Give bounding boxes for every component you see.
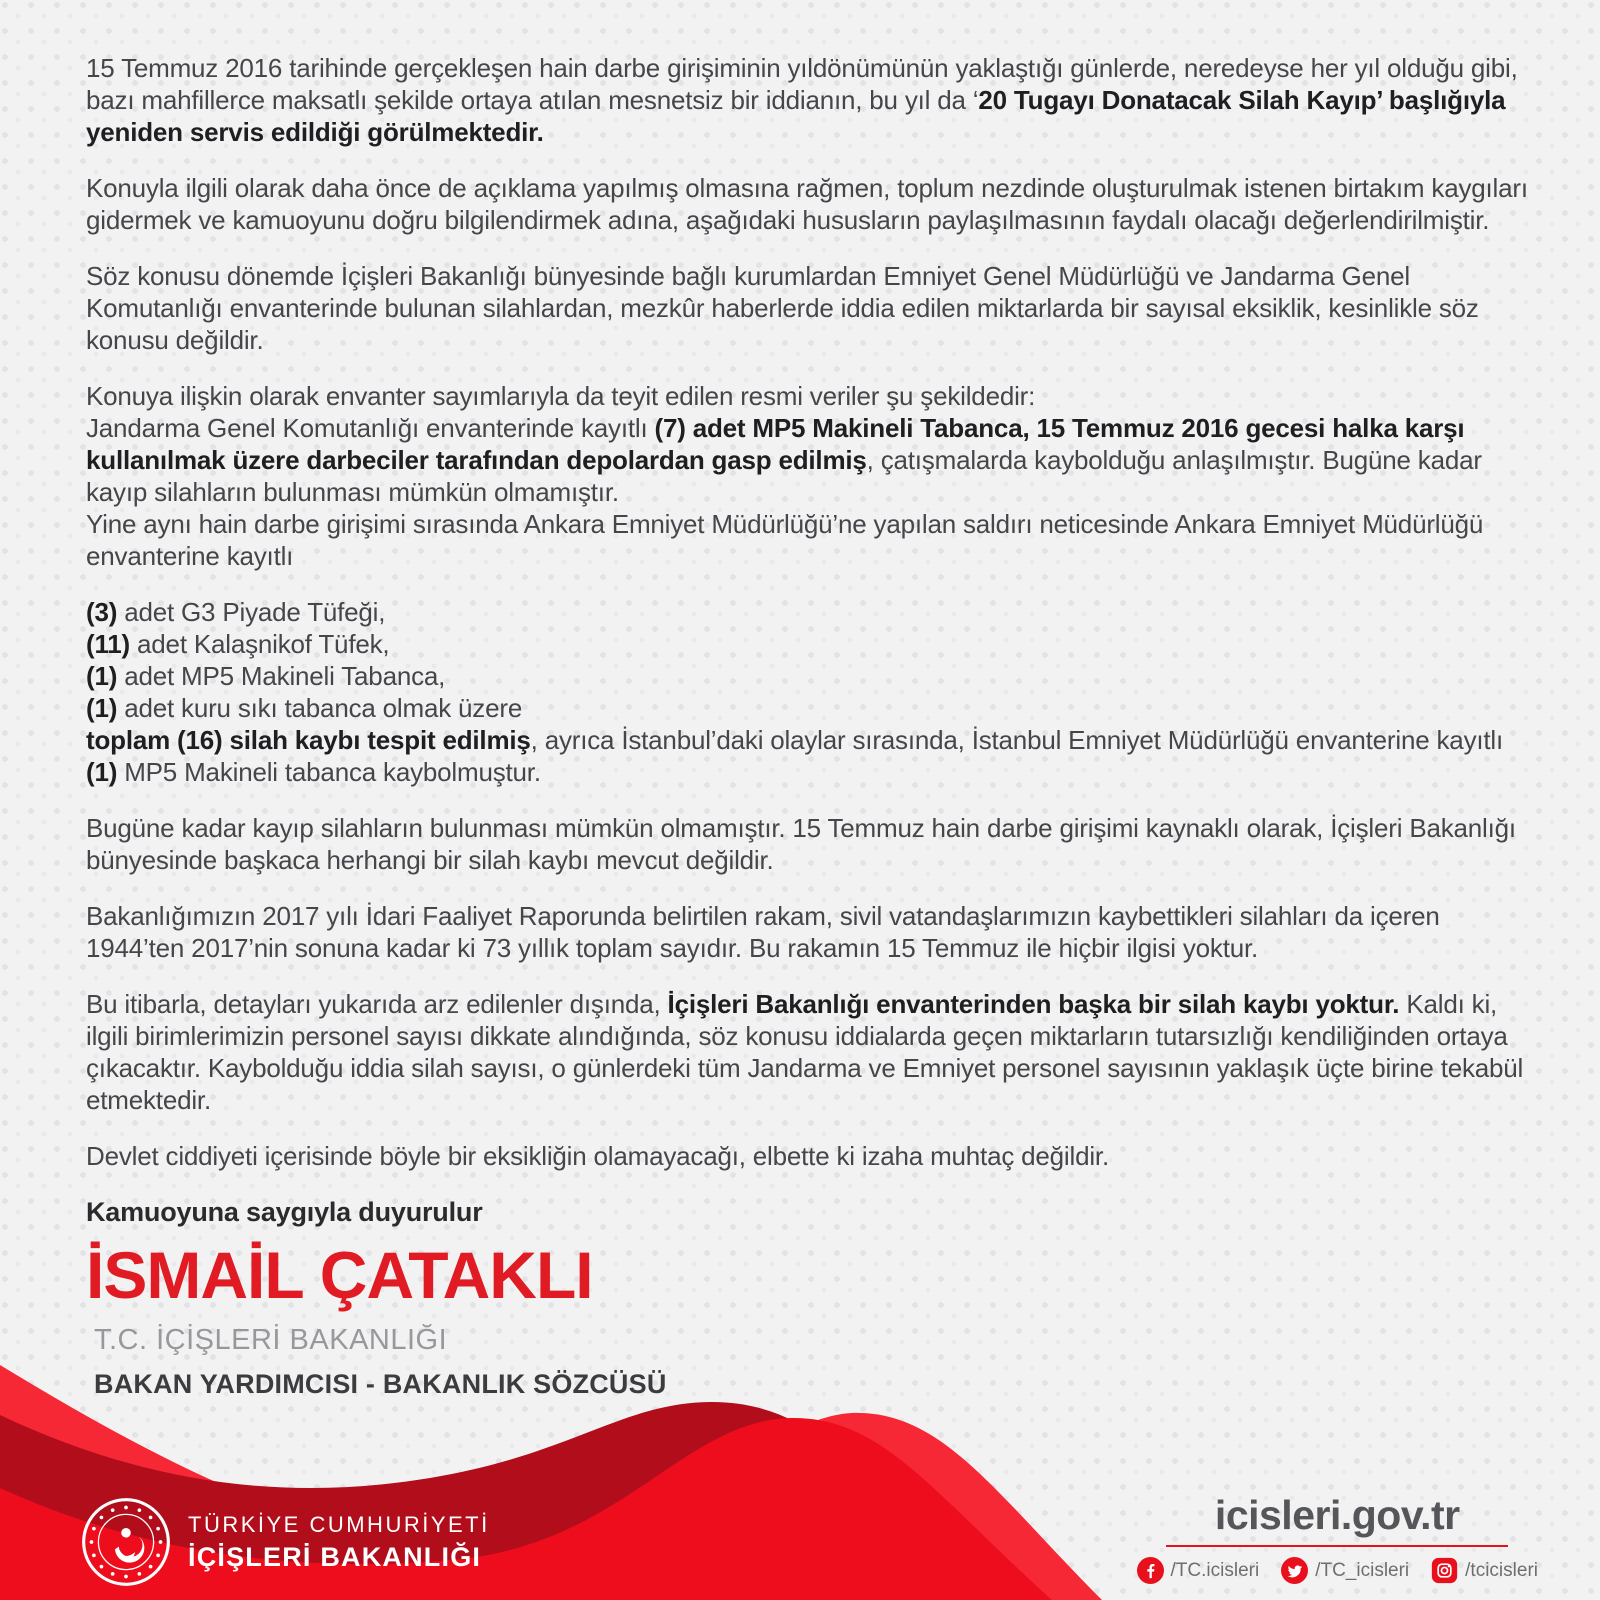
ministry-brand — [80, 1496, 490, 1588]
social-row — [1137, 1557, 1538, 1584]
paragraph: (1) adet kuru sıkı tabanca olmak üzere — [86, 693, 523, 723]
paragraph: (11) adet Kalaşnikof Tüfek, — [86, 629, 390, 659]
social-item-instagram[interactable] — [1431, 1557, 1538, 1584]
paragraph: Yine aynı hain darbe girişimi sırasında Ankara Emniyet Müdürlüğü’ne yapılan saldırı neticesinde Ankara Emniyet Müdürlüğü envanterine kayıtlı — [86, 509, 1484, 571]
closing-line: Kamuoyuna saygıyla duyurulur — [86, 1197, 483, 1227]
paragraph: Konuyla ilgili olarak daha önce de açıklama yapılmış olmasına rağmen, toplum nezdinde oluşturulmak istenen birtakım kaygıları gidermek ve kamuoyunu doğru bilgilendirmek adına, aşağıdaki hususların paylaşılmasının faydalı olacağı değerlendirilmiştir. — [86, 173, 1528, 235]
paragraph: Jandarma Genel Komutanlığı envanterinde kayıtlı (7) adet MP5 Makineli Tabanca, 15 Temmuz 2016 gecesi halka karşı kullanılmak üzere darbeciler tarafından depolardan gasp edilmiş, çatışmalarda kaybolduğu anlaşılmıştır. Bugüne kadar kayıp silahların bulunması mümkün olmamıştır. — [86, 413, 1482, 507]
social-item-facebook[interactable] — [1137, 1557, 1260, 1584]
signature-title: BAKAN YARDIMCISI - BAKANLIK SÖZCÜSÜ — [94, 1369, 667, 1399]
paragraph: Bu itibarla, detayları yukarıda arz edilenler dışında, İçişleri Bakanlığı envanterinden başka bir silah kaybı yoktur. Kaldı ki, ilgili birimlerimizin personel sayısı dikkate alındığında, söz konusu iddialarda geçen miktarların tutarsızlığı kendiliğinden ortaya çıkacaktır. Kaybolduğu iddia silah sayısı, o günlerdeki tüm Jandarma ve Emniyet personel sayısının yaklaşık üçte birine tekabül etmektedir. — [86, 989, 1524, 1115]
signature-org: T.C. İÇİŞLERİ BAKANLIĞI — [94, 1324, 448, 1356]
brand-ministry-line: İÇİŞLERİ BAKANLIĞI — [188, 1541, 482, 1572]
twitter-icon — [1281, 1557, 1308, 1584]
facebook-handle: /TC.icisleri — [1170, 1559, 1260, 1581]
twitter-handle: /TC_icisleri — [1315, 1559, 1410, 1581]
signature-name: İSMAİL ÇATAKLI — [86, 1238, 593, 1312]
instagram-handle: /tcicisleri — [1465, 1559, 1538, 1581]
paragraph: Bakanlığımızın 2017 yılı İdari Faaliyet Raporunda belirtilen rakam, sivil vatandaşlarımızın kaybettikleri silahları da içeren 1944’ten 2017’nin sonuna kadar ki 73 yıllık toplam sayıdır. Bu rakamın 15 Temmuz ile hiçbir ilgisi yoktur. — [86, 901, 1440, 963]
footer-links — [1137, 1492, 1538, 1584]
paragraph: Konuya ilişkin olarak envanter sayımlarıyla da teyit edilen resmi veriler şu şekildedir: — [86, 381, 1036, 411]
ministry-emblem-icon — [80, 1496, 172, 1588]
paragraph: (1) adet MP5 Makineli Tabanca, — [86, 661, 446, 691]
body-text — [86, 52, 1532, 1172]
facebook-icon — [1137, 1557, 1164, 1584]
ministry-brand-text — [188, 1512, 490, 1573]
social-item-twitter[interactable] — [1281, 1557, 1409, 1584]
paragraph: (3) adet G3 Piyade Tüfeği, — [86, 597, 386, 627]
website-underline — [1166, 1545, 1508, 1547]
instagram-icon — [1431, 1557, 1458, 1584]
paragraph: Söz konusu dönemde İçişleri Bakanlığı bünyesinde bağlı kurumlardan Emniyet Genel Müdürlüğü ve Jandarma Genel Komutanlığı envanterinde bulunan silahlardan, mezkûr haberlerde iddia edilen miktarlarda bir sayısal eksiklik, kesinlikle söz konusu değildir. — [86, 261, 1479, 355]
paragraph: Bugüne kadar kayıp silahların bulunması mümkün olmamıştır. 15 Temmuz hain darbe girişimi kaynaklı olarak, İçişleri Bakanlığı bünyesinde başkaca herhangi bir silah kaybı mevcut değildir. — [86, 813, 1516, 875]
paragraph: Devlet ciddiyeti içerisinde böyle bir eksikliğin olamayacağı, elbette ki izaha muhtaç değildir. — [86, 1141, 1109, 1171]
brand-country-line: TÜRKİYE CUMHURİYETİ — [188, 1511, 490, 1537]
paragraph: 15 Temmuz 2016 tarihinde gerçekleşen hain darbe girişiminin yıldönümünün yaklaştığı günlerde, neredeyse her yıl olduğu gibi, bazı mahfillerce maksatlı şekilde ortaya atılan mesnetsiz bir iddianın, bu yıl da ‘20 Tugayı Donatacak Silah Kayıp’ başlığıyla yeniden servis edildiği görülmektedir. — [86, 53, 1518, 147]
paragraph: toplam (16) silah kaybı tespit edilmiş, ayrıca İstanbul’daki olaylar sırasında, İstanbul Emniyet Müdürlüğü envanterine kayıtlı (1) MP5 Makineli tabanca kaybolmuştur. — [86, 725, 1504, 787]
website-url[interactable]: icisleri.gov.tr — [1214, 1492, 1460, 1538]
